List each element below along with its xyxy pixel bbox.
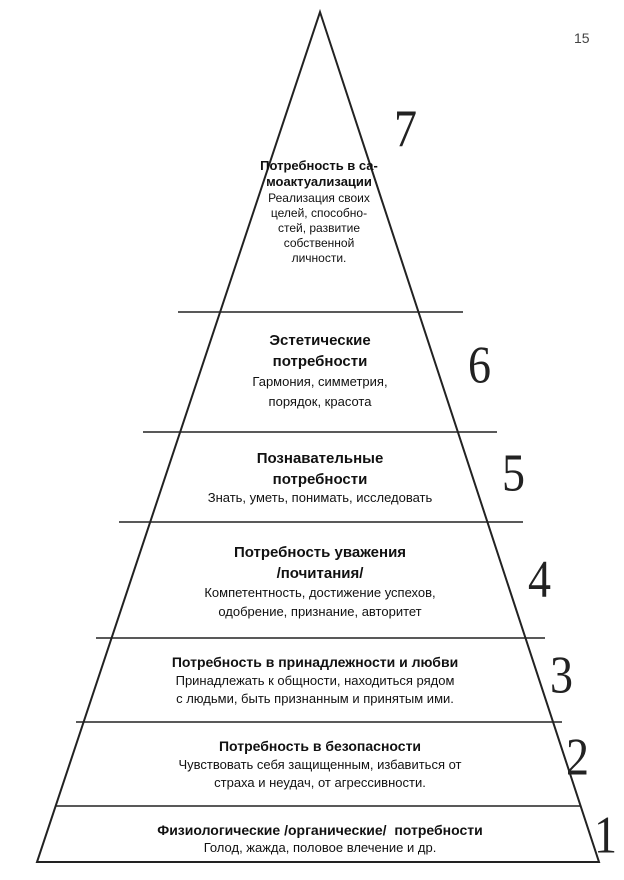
- level-6-number: 6: [468, 335, 491, 394]
- level-4: [135, 542, 505, 622]
- level-7-title: Потребность в са- моактуализации: [260, 158, 378, 190]
- page-number: 15: [574, 30, 590, 46]
- level-1-title: Физиологические /органические/ потребности: [157, 822, 483, 838]
- level-7-number: 7: [394, 99, 417, 158]
- level-7-desc: Реализация своих целей, способно- стей, развитие собственной личности.: [268, 190, 370, 265]
- level-2-number: 2: [566, 727, 589, 786]
- level-1-desc: Голод, жажда, половое влечение и др.: [203, 839, 437, 855]
- level-6-title: Эстетические потребности: [269, 332, 371, 370]
- level-1-number: 1: [594, 805, 617, 864]
- level-2-title: Потребность в безопасности: [218, 738, 422, 754]
- level-6: [190, 330, 450, 411]
- level-2-desc: Чувствовать себя защищенным, избавиться от страха и неудач, от агрессивности.: [178, 756, 462, 791]
- level-5-title: Познавательные потребности: [256, 450, 384, 488]
- level-5: [160, 448, 480, 506]
- level-2: [95, 738, 545, 793]
- pyramid-outline: [37, 12, 599, 862]
- level-5-number: 5: [502, 443, 525, 502]
- level-3-title: Потребность в принадлежности и любви: [171, 654, 459, 670]
- level-4-title: Потребность уважения /почитания/: [233, 544, 407, 582]
- level-3-number: 3: [550, 645, 573, 704]
- level-3: [110, 654, 520, 709]
- level-5-desc: Знать, уметь, понимать, исследовать: [207, 490, 433, 505]
- level-6-desc: Гармония, симметрия, порядок, красота: [252, 374, 388, 409]
- level-4-desc: Компетентность, достижение успехов, одобрение, признание, авторитет: [204, 585, 436, 619]
- level-1: [70, 822, 570, 856]
- level-4-number: 4: [528, 549, 551, 608]
- level-3-desc: Принадлежать к общности, находиться рядом с людьми, быть признанным и принятым ими.: [175, 672, 455, 707]
- level-7: [244, 158, 394, 266]
